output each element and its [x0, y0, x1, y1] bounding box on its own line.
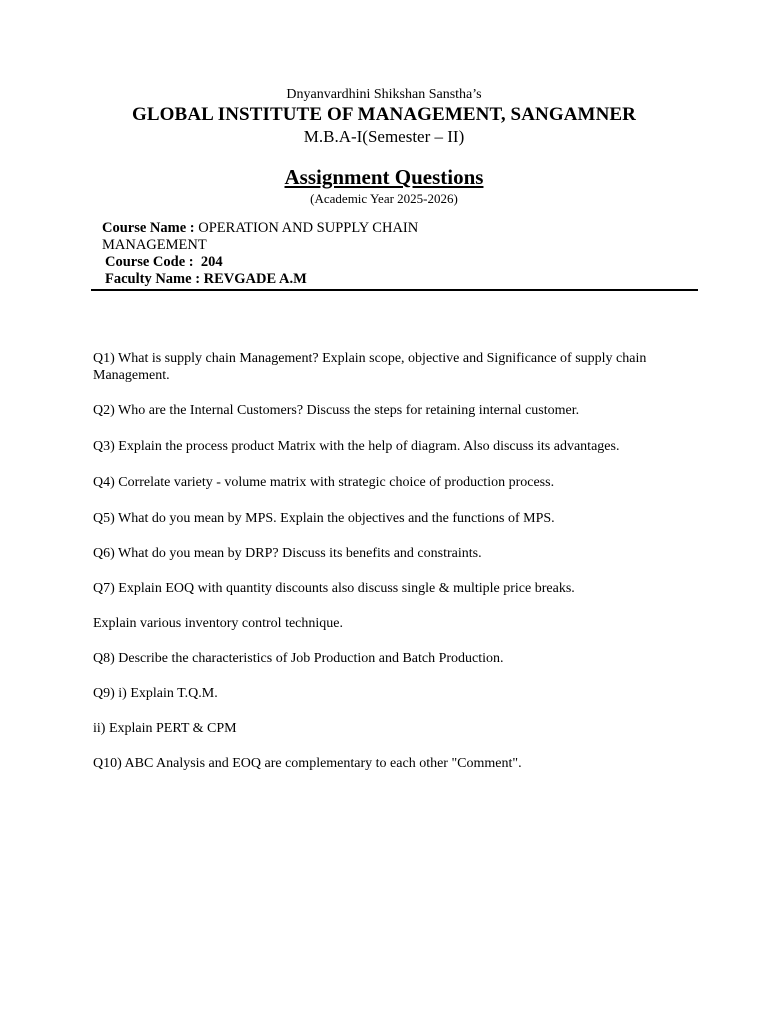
academic-year: (Academic Year 2025-2026): [310, 191, 458, 206]
faculty-name-value: REVGADE A.M: [203, 271, 307, 287]
course-code-value: 204: [200, 254, 223, 270]
program-name: M.B.A-I(Semester – II): [303, 127, 465, 146]
faculty-name-label: Faculty Name :: [105, 271, 201, 287]
question-item: Q2) Who are the Internal Customers? Discuss the steps for retaining internal customer.: [93, 403, 580, 418]
course-name-label: Course Name :: [102, 220, 195, 236]
question-item: Q10) ABC Analysis and EOQ are complementary to each other "Comment".: [93, 756, 522, 771]
header-divider: [91, 289, 698, 291]
institute-name: GLOBAL INSTITUTE OF MANAGEMENT, SANGAMNER: [132, 104, 636, 125]
course-code-label: Course Code :: [105, 254, 194, 270]
question-item: ii) Explain PERT & CPM: [93, 721, 237, 736]
course-name-value: OPERATION AND SUPPLY CHAIN MANAGEMENT: [102, 220, 419, 253]
question-item: Q6) What do you mean by DRP? Discuss its benefits and constraints.: [93, 546, 482, 561]
page-title: Assignment Questions: [284, 165, 484, 189]
question-item: Q1) What is supply chain Management? Explain scope, objective and Significance of supply chain Management.: [93, 351, 647, 383]
question-list: [93, 350, 683, 772]
question-item: Q7) Explain EOQ with quantity discounts also discuss single & multiple price breaks.: [93, 581, 575, 596]
course-info: [102, 220, 522, 288]
question-item: Explain various inventory control technique.: [93, 616, 343, 631]
question-item: Q9) i) Explain T.Q.M.: [93, 686, 218, 701]
society-name: Dnyanvardhini Shikshan Sanstha’s: [286, 87, 482, 102]
course-name-line: [102, 220, 522, 254]
question-item: Q4) Correlate variety - volume matrix with strategic choice of production process.: [93, 475, 555, 490]
question-item: Q5) What do you mean by MPS. Explain the objectives and the functions of MPS.: [93, 511, 555, 526]
question-item: Q8) Describe the characteristics of Job Production and Batch Production.: [93, 651, 504, 666]
question-item: Q3) Explain the process product Matrix with the help of diagram. Also discuss its advantages.: [93, 439, 620, 454]
course-code-line: [102, 254, 522, 271]
faculty-name-line: [102, 271, 522, 288]
